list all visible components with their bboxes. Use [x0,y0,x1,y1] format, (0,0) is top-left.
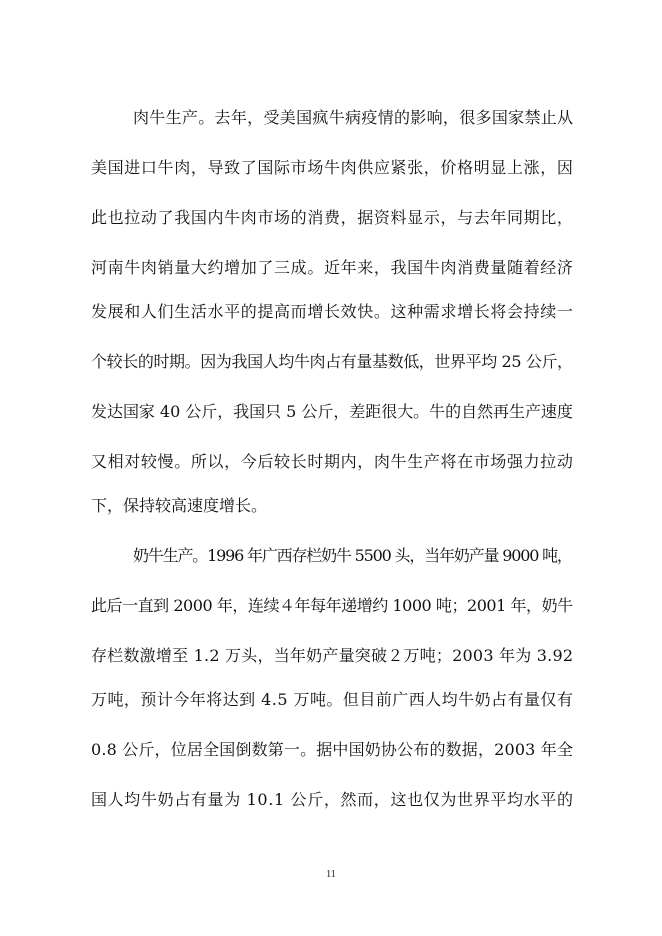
text-line: 0.8 公斤，位居全国倒数第一。据中国奶协公布的数据，2003 年全 [91,740,574,759]
text-line: 此也拉动了我国内牛肉市场的消费，据资料显示，与去年同期比， [91,208,574,227]
text-line: 河南牛肉销量大约增加了三成。近年来，我国牛肉消费量随着经济 [91,258,574,277]
page-number: 11 [326,869,336,880]
text-line: 个较长的时期。因为我国人均牛肉占有量基数低，世界平均 25 公斤， [91,352,573,371]
text-line: 存栏数激增至 1.2 万头，当年奶产量突破２万吨；2003 年为 3.92 [91,646,574,665]
text-line: 下，保持较高速度增长。 [91,496,268,515]
text-line: 肉牛生产。去年，受美国疯牛病疫情的影响，很多国家禁止从 [133,108,574,127]
text-line: 奶牛生产。1996 年广西存栏奶牛 5500 头，当年奶产量 9000 吨， [133,546,572,565]
text-line: 发展和人们生活水平的提高而增长效快。这种需求增长将会持续一 [91,302,574,321]
text-line: 美国进口牛肉，导致了国际市场牛肉供应紧张，价格明显上涨，因 [91,158,574,177]
text-line: 国人均牛奶占有量为 10.1 公斤，然而，这也仅为世界平均水平的 [91,790,574,809]
text-line: 此后一直到 2000 年，连续４年每年递增约 1000 吨；2001 年，奶牛 [91,596,573,615]
text-line: 又相对较慢。所以，今后较长时期内，肉牛生产将在市场强力拉动 [91,452,574,471]
text-line: 万吨，预计今年将达到 4.5 万吨。但目前广西人均牛奶占有量仅有 [91,690,574,709]
text-line: 发达国家 40 公斤，我国只 5 公斤，差距很大。牛的自然再生产速度 [91,402,573,421]
